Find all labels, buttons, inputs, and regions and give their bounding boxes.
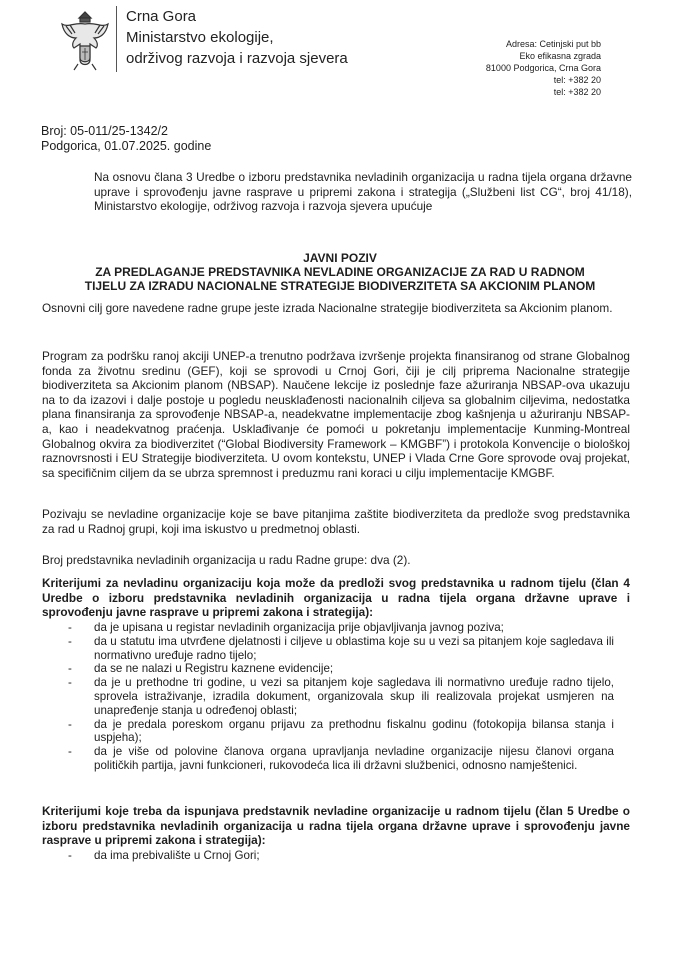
representatives-count: Broj predstavnika nevladinih organizacija u radu Radne grupe: dva (2). xyxy=(42,553,411,567)
address-block xyxy=(486,38,601,98)
criteria-org-heading: Kriterijumi za nevladinu organizaciju koja može da predloži svog predstavnika u radnom tijelu (član 4 Uredbe o izboru predstavnika nevladinih organizacija u radna tijela organa državne uprave i sprovođenju javne rasprave u pripremi zakona i strategija): xyxy=(42,576,630,620)
address-line: 81000 Podgorica, Crna Gora xyxy=(485,63,601,73)
address-line: tel: +382 20 xyxy=(553,75,601,85)
invitation-paragraph: Pozivaju se nevladine organizacije koje se bave pitanjima zaštite biodiverziteta da predlože svog predstavnika za rad u Radnoj grupi, koji ima iskustvo u predmetnoj oblasti. xyxy=(42,507,630,536)
list-item: - da je upisana u registar nevladinih organizacija prije objavljivanja javnog poziva; xyxy=(68,621,504,634)
ministry-line: Ministarstvo ekologije, xyxy=(126,29,274,46)
criteria-rep-heading: Kriterijumi koje treba da ispunjava predstavnik nevladine organizacije u radnom tijelu (član 5 Uredbe o izboru predstavnika nevladinih organizacija u radna tijela organa državne uprave i sprovođenju javne rasprave u pripremi zakona i strategija): xyxy=(42,804,630,848)
ministry-line: Crna Gora xyxy=(126,8,197,25)
header-divider xyxy=(116,6,117,72)
reference-number: Broj: 05-011/25-1342/2 xyxy=(41,124,168,138)
list-item: - da u statutu ima utvrđene djelatnosti i ciljeve u oblastima koje su u vezi sa pitanjem koje sagledava ili normativno uređuje radno tijelo; xyxy=(68,634,614,662)
document-title xyxy=(60,251,620,293)
title-line: TIJELU ZA IZRADU NACIONALNE STRATEGIJE BIODIVERZITETA SA AKCIONIM PLANOM xyxy=(84,279,596,293)
montenegro-coat-of-arms-icon xyxy=(60,10,110,72)
criteria-org-list xyxy=(54,621,614,773)
intro-paragraph: Na osnovu člana 3 Uredbe o izboru predstavnika nevladinih organizacija u radna tijela organa državne uprave i sprovođenju javne rasprave u pripremi zakona i strategija („Službeni list CG“, broj 41/18), Ministarstvo ekologije, održivog razvoja i razvoja sjevera upućuje xyxy=(94,170,632,214)
reference-block xyxy=(41,124,211,154)
title-line: JAVNI POZIV xyxy=(303,251,377,265)
goal-paragraph: Osnovni cilj gore navedene radne grupe jeste izrada Nacionalne strategije biodiverziteta sa Akcionim planom. xyxy=(42,301,613,315)
address-line: tel: +382 20 xyxy=(553,87,601,97)
title-line: ZA PREDLAGANJE PREDSTAVNIKA NEVLADINE ORGANIZACIJE ZA RAD U RADNOM xyxy=(95,265,585,279)
ministry-line: održivog razvoja i razvoja sjevera xyxy=(126,50,348,67)
list-item: - da se ne nalazi u Registru kaznene evidencije; xyxy=(68,662,334,676)
ministry-name xyxy=(126,6,348,69)
criteria-rep-list xyxy=(54,849,614,863)
address-line: Eko efikasna zgrada xyxy=(519,51,601,61)
list-item: - da je predala poreskom organu prijavu za prethodnu fiskalnu godinu (fotokopija bilansa stanja i uspjeha); xyxy=(68,717,614,745)
address-line: Adresa: Cetinjski put bb xyxy=(505,39,601,49)
list-item: - da je više od polovine članova organa upravljanja nevladine organizacije nijesu članovi organa političkih partija, javni funkcioneri, rukovodeća lica ili državni službenici, odnosno namještenici. xyxy=(68,745,614,772)
reference-place-date: Podgorica, 01.07.2025. godine xyxy=(41,139,212,153)
program-paragraph: Program za podršku ranoj akciji UNEP-a trenutno podržava izvršenje projekta finansiranog od strane Globalnog fonda za životnu sredinu (GEF), koji se sprovodi u Crnoj Gori, čiji je cilj priprema Nacionalne strategije biodiverziteta sa Akcionim planom (NBSAP). Naučene lekcije iz poslednje faze ažuriranja NBSAP-ova ukazuju na to da izazovi i dalje postoje u pogledu neusklađenosti nacionalnih ciljeva sa globalnim ciljevima, nedostatka plana finansiranja za sprovođenje NBSAP-a, neadekvatne implementacije zbog kašnjenja u ažuriranju NBSAP-a, kao i neadekvatnog praćenja. Usklađivanje će pomoći u pokretanju implementacije Kunming-Montreal Globalnog okvira za biodiverzitet (“Global Biodiversity Framework – KMGBF”) i protokola Konvencije o biološkoj raznovrsnosti i EU Strategije biodiverziteta. U ovom kontekstu, UNEP i Vlada Crne Gore sprovode ovaj projekat, sa specifičnim ciljem da se ubrza spremnost i preduzmu rani koraci u cilju implementacije KMGBF. xyxy=(42,349,630,480)
list-item: - da je u prethodne tri godine, u vezi sa pitanjem koje sagledava ili normativno uređuje radno tijelo, sprovela istraživanje, izradila dokument, organizovala skup ili realizovala projekat usmjeren na unapređenje stanja u određenoj oblasti; xyxy=(68,676,614,717)
list-item: - da ima prebivalište u Crnoj Gori; xyxy=(68,849,260,862)
